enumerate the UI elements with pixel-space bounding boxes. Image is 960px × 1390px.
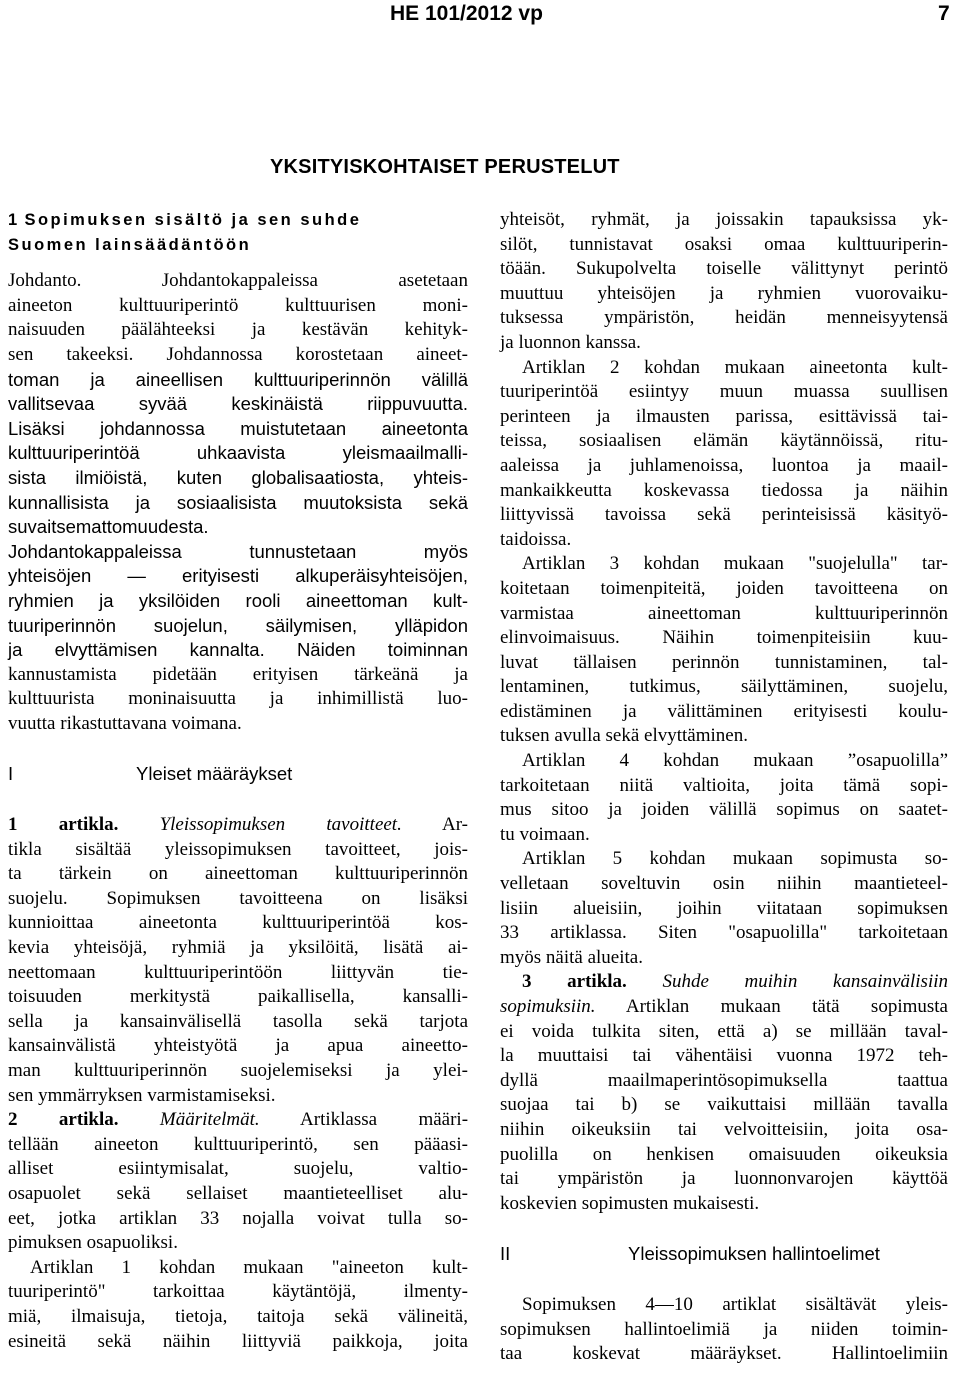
text-line: eet, jotka artiklan 33 nojalla voivat tulla so-: [8, 1207, 468, 1229]
text-line: Artiklan 1 kohdan mukaan "aineeton kult-: [30, 1256, 468, 1278]
part1-title: Yleiset määräykset: [136, 763, 293, 785]
text-line: vuutta rikastuttavana voimana.: [8, 712, 242, 734]
article3-title: Suhde muihin kansainvälisiin: [662, 971, 949, 993]
text-line: kunnallisista ja sosiaalisista muutoksista sekä: [8, 491, 468, 513]
text-line: tikla sisältää yleissopimuksen tavoitteet, jois-: [8, 838, 468, 860]
part1-heading: [8, 762, 468, 787]
text-line: alliset esiintymisalat, suojelu, valtio-: [8, 1158, 468, 1180]
definition-paragraph-2: [500, 356, 948, 553]
text-line: Johdanto. Johdantokappaleissa asetetaan: [8, 270, 468, 292]
article3-first-rest: Artiklan mukaan tätä sopimusta: [625, 996, 948, 1017]
section-heading: YKSITYISKOHTAISET PERUSTELUT: [270, 156, 620, 178]
part2-heading: [500, 1242, 948, 1267]
text-line: tuksessa ympäristön, heidän menneisyytensä: [500, 307, 948, 329]
page-number: 7: [938, 2, 950, 25]
text-line: edistäminen ja välittäminen erityisesti koulu-: [500, 700, 948, 722]
text-line: ryhmien ja yksilöiden rooli aineettoman kult-: [8, 589, 468, 611]
section1-title: Sopimuksen sisältö ja sen suhde: [24, 211, 362, 229]
article3-first-line: [500, 970, 948, 995]
text-line: tellään aineeton kulttuuriperintö, sen pääasi-: [8, 1133, 468, 1155]
text-line: Sopimuksen 4—10 artiklat sisältävät yleis-: [522, 1293, 948, 1315]
article3-second-line: [500, 995, 948, 1020]
text-line: liittyvissä tavoissa sekä perinteisissä käsityö-: [500, 504, 948, 526]
text-line: mankaikkeutta koskevassa tiedossa ja näihin: [500, 479, 948, 501]
text-line: Artiklan 2 kohdan mukaan aineetonta kult-: [522, 356, 948, 378]
section1-title-line2: [8, 233, 468, 258]
text-line: elinvoimaisuus. Näihin toimenpiteisiin kuu-: [500, 627, 948, 649]
text-line: tuuriperintöä esiintyy muun muassa suullisen: [500, 381, 948, 403]
article2-title: Määritelmät.: [159, 1109, 260, 1131]
text-line: puolilla on henkisen omaisuuden oikeuksia: [500, 1143, 948, 1165]
text-line: sista ilmiöistä, kuten globalisaatiosta, yhteis-: [8, 466, 468, 488]
text-line: man kulttuuriperinnön suojelemiseksi ja ylei-: [8, 1060, 468, 1081]
text-line: aineeton kulttuuriperintö kulttuurisen moni-: [8, 294, 468, 316]
text-line: Artiklan 3 kohdan mukaan "suojelulla" tar-: [522, 553, 948, 575]
text-line: naisuuden päälähteeksi ja kestävän kehityk-: [8, 319, 468, 341]
text-line: toman ja aineellisen kulttuuriperinnön välillä: [8, 368, 468, 390]
text-line: la muuttaisi tai vähentäisi vuonna 1972 teh-: [500, 1045, 948, 1067]
text-line: sen ymmärryksen varmistamiseksi.: [8, 1084, 276, 1106]
text-line: taa koskevat määräykset. Hallintoelimiin: [500, 1343, 948, 1365]
text-line: velletaan soveltuvin osin niihin maantieteel-: [500, 873, 948, 895]
text-line: Artiklan 4 kohdan mukaan ”osapuolilla”: [522, 750, 948, 772]
text-line: muuttuu yhteisöjen ja ryhmien vuorovaiku-: [500, 282, 948, 304]
part2-title: Yleissopimuksen hallintoelimet: [628, 1243, 880, 1265]
text-line: kevia yhteisöjä, ryhmiä ja yksilöitä, lisätä ai-: [8, 937, 468, 959]
text-line: tuuriperinnön suojelun, säilymisen, ylläpidon: [8, 614, 468, 636]
definition-paragraph-5: [500, 847, 948, 970]
text-line: tarkoitetaan niitä valtioita, joita tämä sopi-: [500, 774, 948, 796]
text-line: suojaa tai b) se vaikuttaisi millään tavalla: [500, 1094, 948, 1116]
text-line: suvaitsemattomuudesta.: [8, 516, 209, 538]
article1-first-rest: Ar-: [442, 814, 469, 836]
article1-paragraph: [8, 813, 468, 1108]
text-line: kansainvälistä yhteistyötä ja apua aineetto-: [8, 1035, 468, 1057]
article3-paragraph: [500, 970, 948, 1216]
right-column: [500, 208, 948, 1367]
text-line: ja luonnon kanssa.: [500, 331, 641, 353]
text-line: mus sitoo ja joiden välillä sopimus on saatet-: [500, 799, 948, 821]
text-line: luvat tällaisen perinnön tunnistaminen, tal-: [500, 651, 948, 673]
text-line: varmistaa aineettoman kulttuuriperinnön: [500, 602, 948, 624]
text-line: miä, ilmaisuja, tietoja, taitoja sekä välineitä,: [8, 1305, 468, 1327]
article1-title: Yleissopimuksen tavoitteet.: [159, 814, 402, 836]
section1-title-cont: Suomen lainsäädäntöön: [8, 235, 252, 254]
text-line: kannustamista pidetään erityisen tärkeänä ja: [8, 663, 468, 685]
left-column: [8, 208, 468, 1354]
definition-paragraph-3: [500, 552, 948, 749]
hallintoelimet-paragraph: [500, 1293, 948, 1367]
text-line: kulttuuriperintöä uhkaavista yleismaailmalli-: [8, 442, 468, 464]
text-line: kulttuurista moninaisuutta ja inhimillistä luo-: [8, 688, 468, 710]
document-id: HE 101/2012 vp: [390, 2, 543, 25]
text-line: Johdantokappaleissa tunnustetaan myös: [8, 540, 468, 562]
text-line: aaleissa ja juhlamenoissa, luontoa ja maail-: [500, 454, 948, 476]
text-line: esineitä sekä näihin liittyviä paikkoja, joita: [8, 1330, 468, 1352]
article1-first-line: [8, 813, 468, 838]
text-line: pimuksen osapuoliksi.: [8, 1232, 178, 1254]
article1-label: 1 artikla.: [8, 814, 119, 836]
text-line: lisiin alueisiin, joihin viitataan sopimuksen: [500, 897, 948, 919]
section1-number: 1: [8, 211, 20, 229]
text-line: yhteisöjen — erityisesti alkuperäisyhteisöjen,: [8, 565, 468, 587]
text-line: kunnioittaa aineetonta kulttuuriperintöä kos-: [8, 912, 468, 934]
text-line: tuksen avulla sekä elvyttäminen.: [500, 725, 748, 747]
text-line: toisuuden merkitystä paikallisella, kansalli-: [8, 986, 468, 1008]
article2-first-line: [8, 1108, 468, 1133]
text-line: dyllä maailmaperintösopimuksella taattua: [500, 1069, 948, 1091]
text-line: tai ympäristön ja luonnonvarojen käyttöä: [500, 1168, 948, 1190]
text-line: niihin oikeuksiin tai velvoitteisiin, joita osa-: [500, 1118, 948, 1140]
article2-first-rest: Artiklassa määri-: [300, 1109, 469, 1131]
text-line: sopimuksen hallintoelimiä ja niiden toimin-: [500, 1318, 948, 1340]
text-line: osapuolet sekä sellaiset maantieteelliset alu-: [8, 1182, 468, 1204]
part1-roman: I: [8, 763, 14, 785]
article3-title-cont: sopimuksiin.: [500, 996, 596, 1017]
part2-roman: II: [500, 1243, 511, 1265]
text-line: Lisäksi johdannossa muistutetaan aineetonta: [8, 417, 468, 439]
text-line: sen takeeksi. Johdannossa korostetaan aineet-: [8, 343, 468, 365]
text-line: tuuriperintö" tarkoittaa käytäntöjä, ilmenty-: [8, 1281, 468, 1303]
text-line: 33 artiklassa. Siten "osapuolilla" tarkoitetaan: [500, 922, 948, 944]
text-line: silöt, tunnistavat osaksi omaa kulttuuriperin-: [500, 233, 948, 255]
definition-paragraph-1: [500, 208, 948, 356]
text-line: myös näitä alueita.: [500, 946, 643, 968]
text-line: sella ja kansainvälisellä tasolla sekä tarjota: [8, 1010, 468, 1032]
text-line: koitetaan toimenpiteitä, joiden tavoitteena on: [500, 577, 948, 599]
article2-label: 2 artikla.: [8, 1109, 119, 1131]
text-line: ei voida tulkita siten, että a) se millään taval-: [500, 1020, 948, 1042]
text-line: tu voimaan.: [500, 823, 590, 845]
text-line: suojelu. Sopimuksen tavoitteena on lisäksi: [8, 887, 468, 909]
section1-title-line1: [8, 208, 468, 233]
text-line: vallitsevaa syvää keskinäistä riippuvuutta.: [8, 393, 468, 415]
text-line: Artiklan 5 kohdan mukaan sopimusta so-: [522, 848, 948, 870]
text-line: töään. Sukupolvelta toiselle välittynyt perintö: [500, 258, 948, 280]
text-line: koskevien sopimusten mukaisesti.: [500, 1192, 760, 1214]
text-line: lentaminen, tutkimus, säilyttäminen, suojelu,: [500, 676, 948, 698]
article2-paragraph: [8, 1108, 468, 1354]
intro-paragraph-2: [8, 540, 468, 737]
text-line: teissa, sosiaalisen elämän käytännöissä, ritu-: [500, 430, 948, 452]
text-line: perinteen ja ilmausten parissa, esittävissä tai-: [500, 405, 948, 427]
text-line: yhteisöt, ryhmät, ja joissakin tapauksissa yk-: [500, 209, 948, 230]
article3-label: 3 artikla.: [522, 971, 627, 993]
text-line: taidoissa.: [500, 528, 572, 550]
text-line: neettomaan kulttuuriperintöön liittyvän tie-: [8, 961, 468, 983]
definition-paragraph-4: [500, 749, 948, 847]
text-line: ta tärkein on aineettoman kulttuuriperinnön: [8, 863, 468, 885]
text-line: ja elvyttämisen kannalta. Näiden toiminnan: [8, 639, 468, 661]
intro-paragraph: [8, 269, 468, 540]
